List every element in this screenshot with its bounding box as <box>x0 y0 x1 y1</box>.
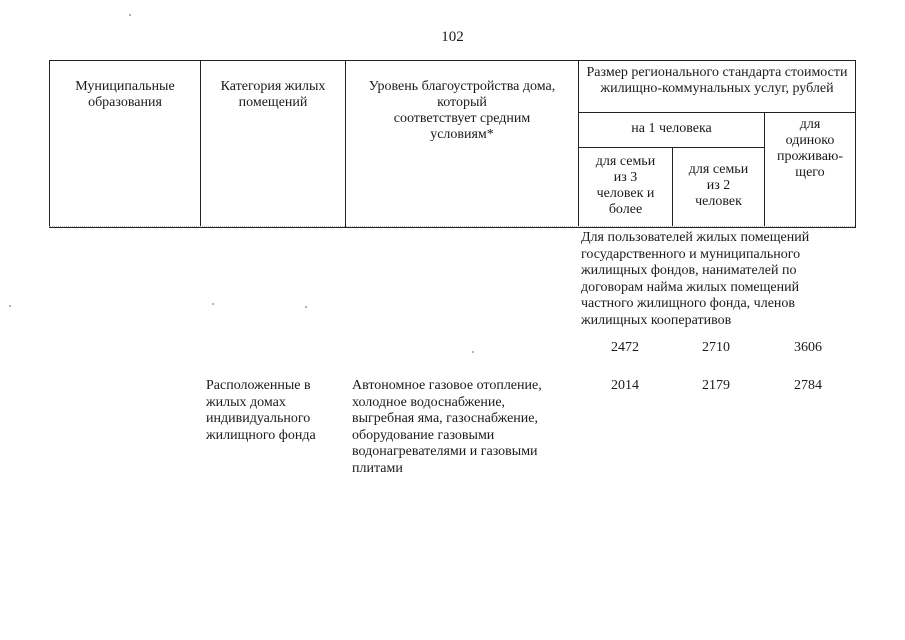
row2-level-line: выгребная яма, газоснабжение, <box>352 411 539 426</box>
row2-level <box>352 378 542 477</box>
row2-family2-value: 2179 <box>702 378 730 393</box>
header-single-cell <box>765 113 856 228</box>
row2-category-line: индивидуального <box>206 411 311 426</box>
row1-family2-value: 2710 <box>702 340 730 355</box>
header-family2-line: для семьи <box>688 162 749 177</box>
row2-category-line: Расположенные в <box>206 378 311 393</box>
header-family2-line: человек <box>695 194 742 209</box>
header-single-line: проживаю- <box>776 149 844 164</box>
users-note-line: договорам найма жилых помещений <box>581 279 800 295</box>
scan-speck <box>305 306 307 308</box>
users-note <box>581 230 809 329</box>
header-level-line: соответствует средним <box>393 111 531 126</box>
row2-level-line: водонагревателями и газовыми <box>352 444 538 459</box>
users-note-line: жилищных фондов, нанимателей по <box>581 263 797 278</box>
users-note-line: Для пользователей жилых помещений <box>581 230 810 245</box>
users-note-line: жилищных кооперативов <box>581 312 732 328</box>
header-single-line: для <box>799 117 821 132</box>
header-family2-line: из 2 <box>706 178 731 193</box>
header-level-line: Уровень благоустройства дома, <box>368 79 556 94</box>
header-single-line: щего <box>795 165 825 180</box>
scan-speck <box>9 305 11 307</box>
header-family3-line: более <box>608 202 643 217</box>
page-number: 102 <box>441 29 464 45</box>
header-family3-cell <box>579 148 673 228</box>
header-single-line: одиноко <box>785 133 835 148</box>
row2-category-line: жилищного фонда <box>206 427 316 443</box>
table-header <box>49 60 856 228</box>
header-category-cell <box>201 61 346 228</box>
header-family2-cell <box>673 148 765 228</box>
row1-single-value: 3606 <box>794 340 822 355</box>
row2-family3-value: 2014 <box>611 378 639 393</box>
header-level-cell <box>346 61 579 228</box>
row2-category-line: жилых домах <box>206 394 286 410</box>
users-note-line: государственного и муниципального <box>581 246 801 262</box>
row2-level-line: плитами <box>352 460 403 476</box>
header-family3-line: из 3 <box>613 170 638 185</box>
header-per-person-cell <box>579 113 765 148</box>
users-note-line: частного жилищного фонда, членов <box>581 296 796 311</box>
header-municipal: Муниципальные образования <box>75 79 175 110</box>
scan-speck <box>212 303 214 305</box>
scan-speck <box>129 14 131 16</box>
header-family3-line: для семьи <box>595 154 656 169</box>
row2-single-value: 2784 <box>794 378 822 393</box>
header-municipal-cell <box>50 61 201 228</box>
row2-level-line: Автономное газовое отопление, <box>352 378 542 393</box>
header-level-line: который <box>437 95 487 110</box>
header-per-person: на 1 человека <box>631 121 712 136</box>
table-bottom-dotted-rule <box>49 226 855 227</box>
row1-family3-value: 2472 <box>611 340 639 355</box>
scan-speck <box>472 351 474 353</box>
header-size-title: Размер регионального стандарта стоимости жилищно-коммунальных услуг, рублей <box>586 65 848 96</box>
header-size-cell <box>579 61 856 113</box>
row2-category <box>206 378 316 444</box>
header-category: Категория жилых помещений <box>220 79 326 110</box>
row2-level-line: холодное водоснабжение, <box>352 394 506 410</box>
row2-level-line: оборудование газовыми <box>352 427 495 443</box>
header-family3-line: человек и <box>596 186 655 201</box>
header-level-line: условиям* <box>430 127 494 142</box>
